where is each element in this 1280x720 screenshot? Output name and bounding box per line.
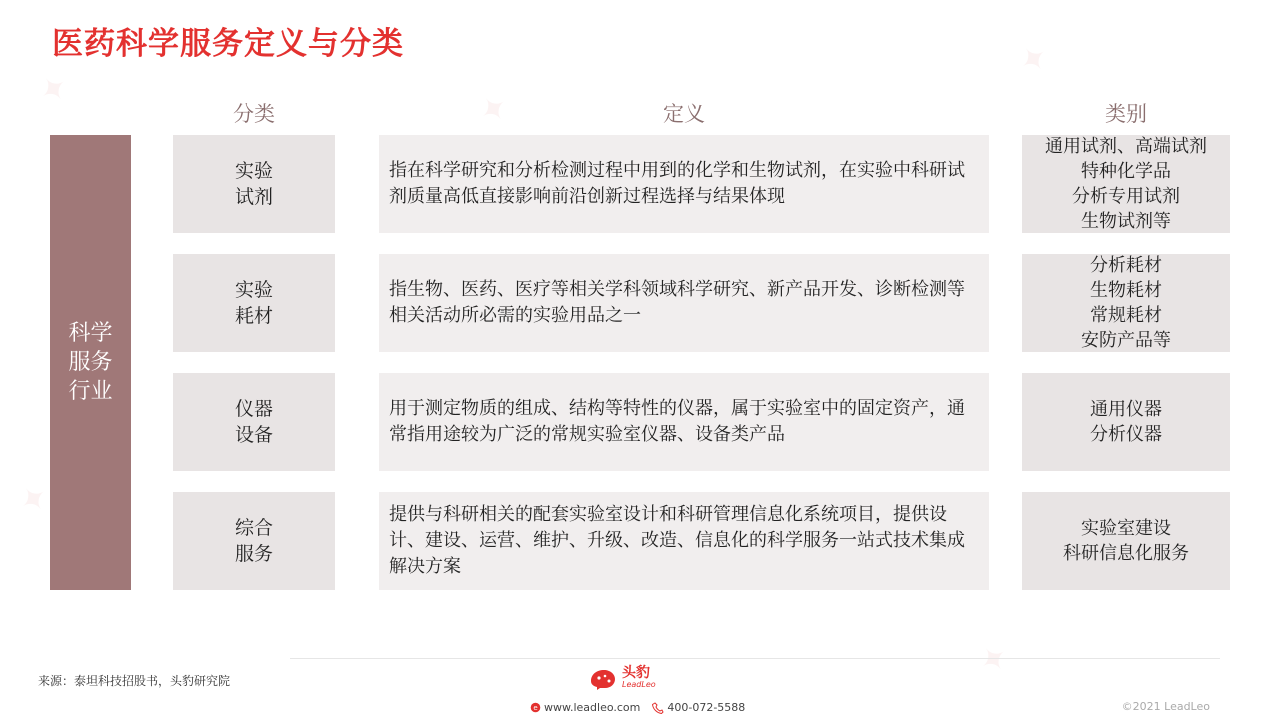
footer-divider	[290, 658, 1220, 659]
row-definition: 用于测定物质的组成、结构等特性的仪器，属于实验室中的固定资产，通常指用途较为广泛的常规实验室仪器、设备类产品	[379, 373, 989, 471]
row-types: 通用仪器 分析仪器	[1022, 373, 1230, 471]
source-note: 来源：泰坦科技招股书，头豹研究院	[38, 674, 231, 688]
row-types: 分析耗材 生物耗材 常规耗材 安防产品等	[1022, 254, 1230, 352]
phone-icon	[652, 702, 664, 714]
sector-label: 科学 服务 行业	[50, 135, 131, 590]
svg-text:e: e	[533, 704, 538, 712]
header-definition: 定义	[663, 102, 705, 126]
brand-logo	[588, 667, 656, 691]
globe-icon	[530, 702, 541, 713]
watermark: ✦	[11, 475, 58, 525]
leopard-logo-icon	[588, 667, 618, 691]
brand-name: 头豹	[622, 665, 650, 681]
row-category: 实验 耗材	[173, 254, 335, 352]
page-title: 医药科学服务定义与分类	[52, 26, 404, 62]
phone-number: 400-072-5588	[667, 701, 746, 714]
row-definition: 提供与科研相关的配套实验室设计和科研管理信息化系统项目，提供设计、建设、运营、维护、升级、改造、信息化的科学服务一站式技术集成解决方案	[379, 492, 989, 590]
website-link[interactable]: www.leadleo.com	[544, 701, 641, 714]
watermark: ✦	[971, 635, 1018, 685]
row-definition: 指生物、医药、医疗等相关学科领域科学研究、新产品开发、诊断检测等相关活动所必需的实验用品之一	[379, 254, 989, 352]
header-types: 类别	[1105, 102, 1147, 126]
watermark: ✦	[1011, 35, 1058, 85]
row-types: 实验室建设 科研信息化服务	[1022, 492, 1230, 590]
row-category: 综合 服务	[173, 492, 335, 590]
contact-info	[530, 701, 745, 714]
row-category: 仪器 设备	[173, 373, 335, 471]
watermark: ✦	[31, 65, 78, 115]
row-types: 通用试剂、高端试剂 特种化学品 分析专用试剂 生物试剂等	[1022, 135, 1230, 233]
copyright: ©2021 LeadLeo	[1121, 700, 1210, 713]
header-category: 分类	[233, 102, 275, 126]
brand-name-en: LeadLeo	[622, 680, 656, 689]
watermark: ✦	[471, 85, 518, 135]
row-definition: 指在科学研究和分析检测过程中用到的化学和生物试剂，在实验中科研试剂质量高低直接影响前沿创新过程选择与结果体现	[379, 135, 989, 233]
row-category: 实验 试剂	[173, 135, 335, 233]
